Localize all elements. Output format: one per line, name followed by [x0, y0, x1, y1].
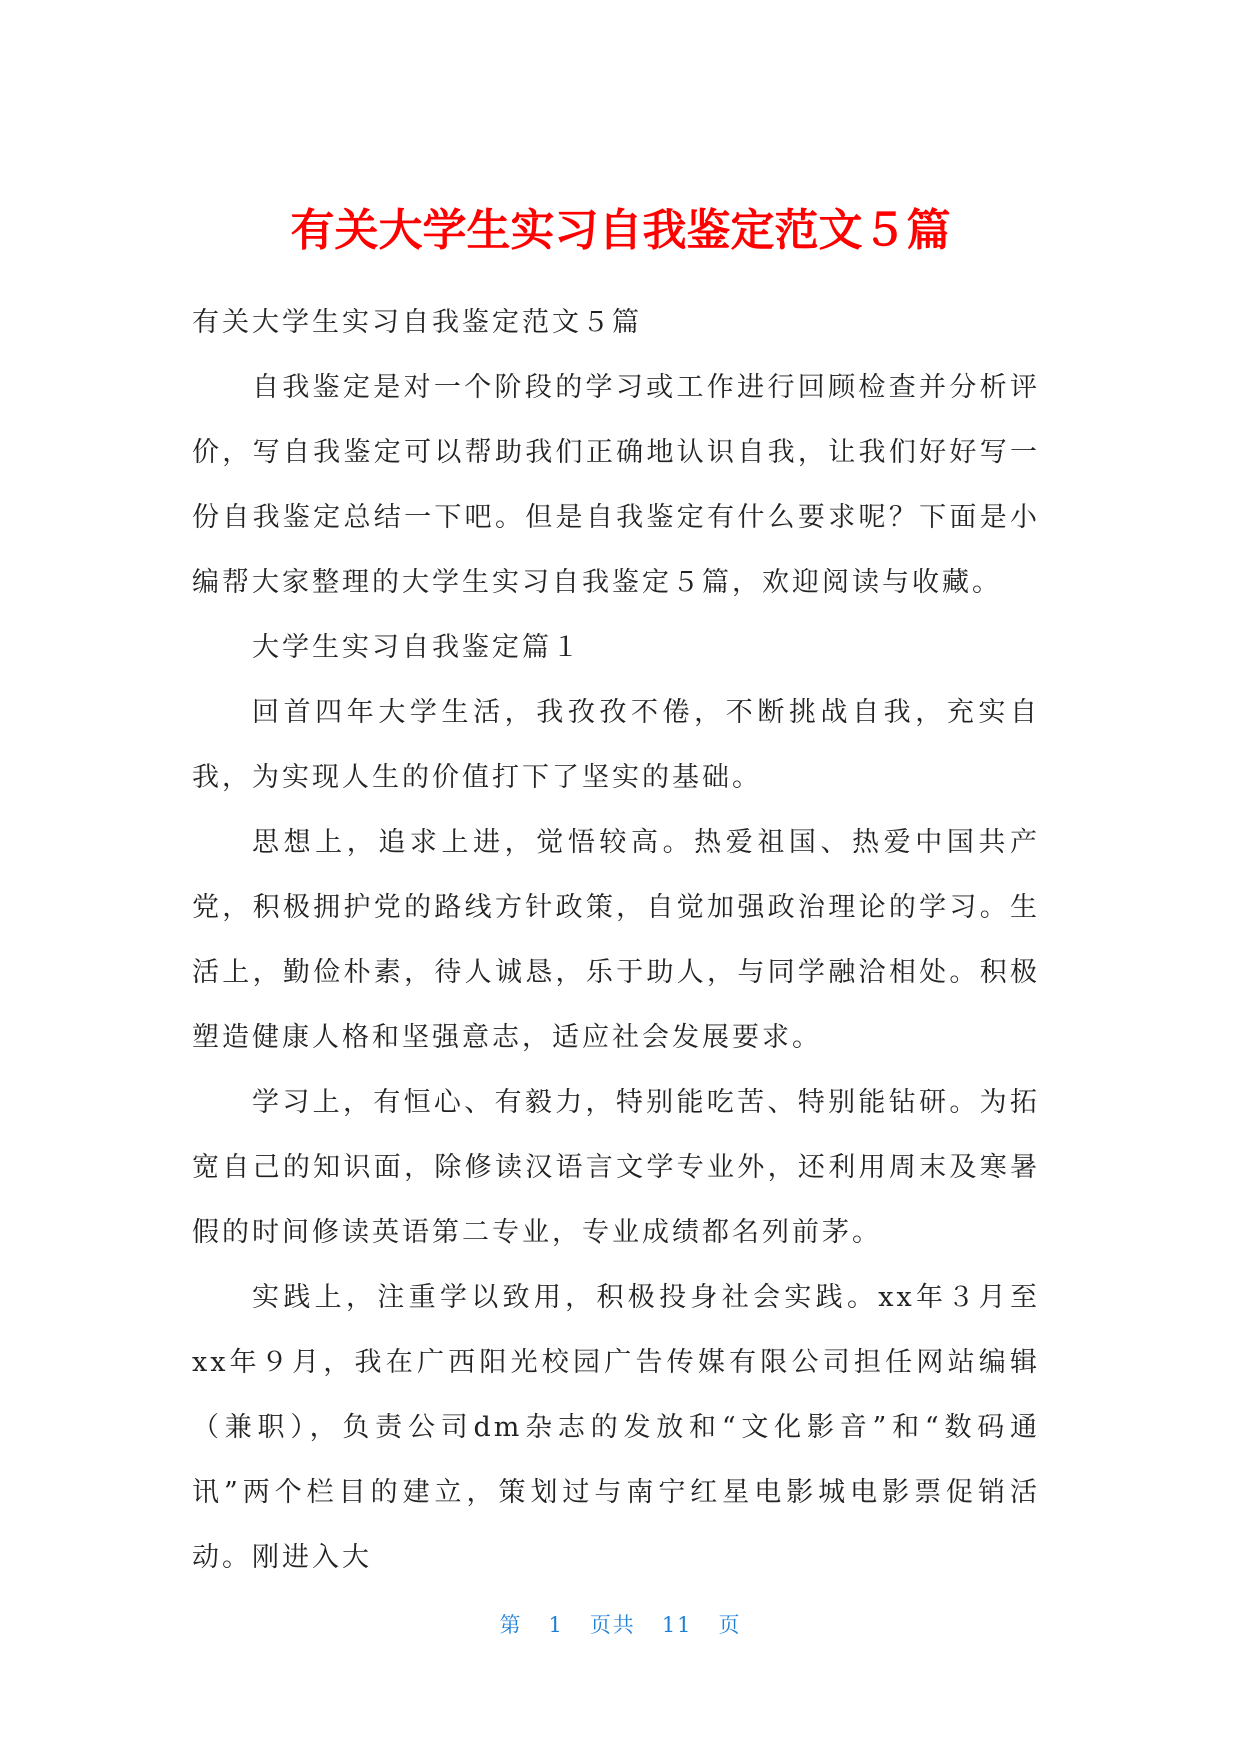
document-subtitle: 有关大学生实习自我鉴定范文５篇 [192, 307, 642, 338]
paragraph-thought: 思想上，追求上进，觉悟较高。热爱祖国、热爱中国共产党，积极拥护党的路线方针政策，自觉加强政治理论的学习。生活上，勤俭朴素，待人诚恳，乐于助人，与同学融洽相处。积极塑造健康人格和坚强意志，适应社会发展要求。 [192, 827, 1040, 1053]
document-body [192, 290, 1040, 1590]
paragraph-intro: 自我鉴定是对一个阶段的学习或工作进行回顾检查并分析评价，写自我鉴定可以帮助我们正确地认识自我，让我们好好写一份自我鉴定总结一下吧。但是自我鉴定有什么要求呢？下面是小编帮大家整理的大学生实习自我鉴定５篇，欢迎阅读与收藏。 [192, 372, 1040, 598]
section-heading: 大学生实习自我鉴定篇１ [252, 632, 582, 663]
footer-prefix: 第 [499, 1613, 523, 1637]
document-title: 有关大学生实习自我鉴定范文５篇 [290, 205, 951, 256]
paragraph-practice: 实践上，注重学以致用，积极投身社会实践。xx年３月至xx年９月，我在广西阳光校园广告传媒有限公司担任网站编辑（兼职），负责公司dm杂志的发放和“文化影音”和“数码通讯”两个栏目的建立，策划过与南宁红星电影城电影票促销活动。刚进入大 [192, 1282, 1040, 1573]
footer-middle: 页共 [589, 1613, 636, 1637]
paragraph-study: 学习上，有恒心、有毅力，特别能吃苦、特别能钻研。为拓宽自己的知识面，除修读汉语言文学专业外，还利用周末及寒暑假的时间修读英语第二专业，专业成绩都名列前茅。 [192, 1087, 1040, 1248]
paragraph-review: 回首四年大学生活，我孜孜不倦，不断挑战自我，充实自我，为实现人生的价值打下了坚实的基础。 [192, 697, 1040, 793]
footer-current-page: 1 [548, 1613, 564, 1637]
footer-total-pages: 11 [661, 1613, 693, 1637]
page-footer [0, 1610, 1241, 1640]
footer-suffix: 页 [718, 1613, 742, 1637]
